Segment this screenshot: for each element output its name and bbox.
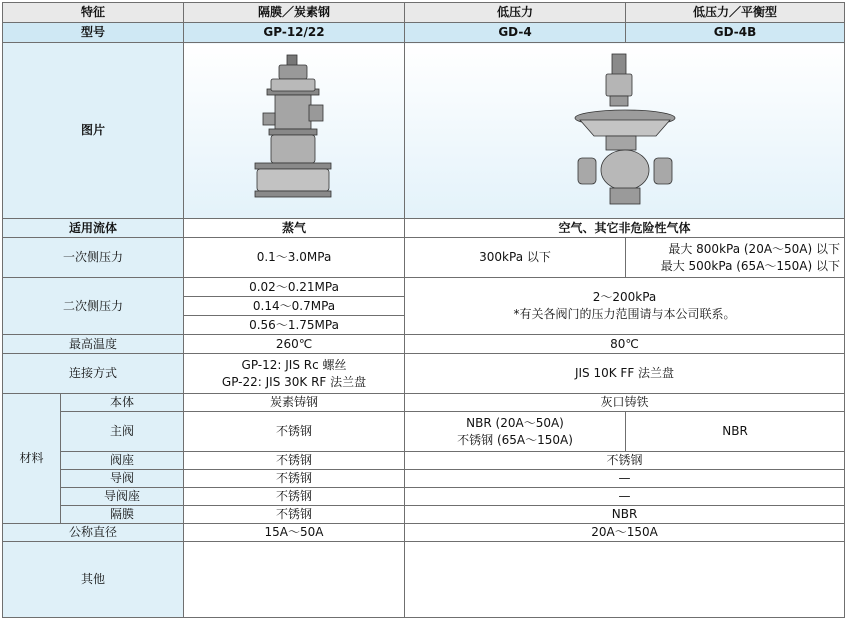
material-valve-seat-col23: 不锈钢	[405, 452, 845, 470]
primary-pressure-col1: 0.1～3.0MPa	[184, 238, 405, 278]
max-temp-col23: 80℃	[405, 335, 845, 354]
model-label: 型号	[3, 23, 184, 43]
material-diaphragm-label: 隔膜	[61, 506, 184, 524]
secondary-pressure-col23	[405, 278, 845, 335]
gp-valve-image	[249, 53, 339, 209]
material-pilot-seat-col1: 不锈钢	[184, 488, 405, 506]
model-col3: GD-4B	[626, 23, 845, 43]
picture-label: 图片	[3, 43, 184, 219]
nominal-size-label: 公称直径	[3, 524, 184, 542]
material-pilot-valve-label: 导阀	[61, 470, 184, 488]
fluid-label: 适用流体	[3, 219, 184, 238]
fluid-row	[3, 219, 845, 238]
material-diaphragm-col1: 不锈钢	[184, 506, 405, 524]
secondary-pressure-range-2: 0.14～0.7MPa	[184, 297, 405, 316]
model-col1: GP-12/22	[184, 23, 405, 43]
header-col2: 低压力	[405, 3, 626, 23]
picture-gp-cell	[184, 43, 405, 219]
header-row	[3, 3, 845, 23]
secondary-pressure-label: 二次侧压力	[3, 278, 184, 335]
primary-pressure-row	[3, 238, 845, 278]
primary-pressure-col2: 300kPa 以下	[405, 238, 626, 278]
primary-pressure-col3-line1: 最大 800kPa (20A～50A) 以下	[668, 241, 841, 256]
material-body-row	[3, 394, 845, 412]
nominal-size-col1: 15A～50A	[184, 524, 405, 542]
model-row	[3, 23, 845, 43]
material-pilot-valve-col23: —	[405, 470, 845, 488]
material-body-col23: 灰口铸铁	[405, 394, 845, 412]
material-body-label: 本体	[61, 394, 184, 412]
nominal-size-col23: 20A～150A	[405, 524, 845, 542]
model-col2: GD-4	[405, 23, 626, 43]
material-diaphragm-row	[3, 506, 845, 524]
primary-pressure-label: 一次侧压力	[3, 238, 184, 278]
material-valve-seat-label: 阀座	[61, 452, 184, 470]
material-main-valve-col1: 不锈钢	[184, 412, 405, 452]
secondary-pressure-col23-line1: 2～200kPa	[592, 290, 657, 304]
material-main-valve-col2	[405, 412, 626, 452]
primary-pressure-col3-line2: 最大 500kPa (65A～150A) 以下	[660, 258, 841, 273]
fluid-col23: 空气、其它非危险性气体	[405, 219, 845, 238]
material-valve-seat-col1: 不锈钢	[184, 452, 405, 470]
material-main-valve-col2-line2: 不锈钢 (65A～150A)	[457, 432, 573, 447]
picture-gd-cell	[405, 43, 845, 219]
material-pilot-valve-col1: 不锈钢	[184, 470, 405, 488]
secondary-pressure-note: *有关各阀门的压力范围请与本公司联系。	[513, 307, 736, 321]
material-body-col1: 炭素铸钢	[184, 394, 405, 412]
material-main-valve-label: 主阀	[61, 412, 184, 452]
connection-col1	[184, 354, 405, 394]
other-label: 其他	[3, 542, 184, 618]
material-pilot-seat-label: 导阀座	[61, 488, 184, 506]
secondary-pressure-range-1: 0.02～0.21MPa	[184, 278, 405, 297]
other-col1	[184, 542, 405, 618]
other-row	[3, 542, 845, 618]
fluid-col1: 蒸气	[184, 219, 405, 238]
connection-row	[3, 354, 845, 394]
connection-label: 连接方式	[3, 354, 184, 394]
header-col1: 隔膜／炭素钢	[184, 3, 405, 23]
nominal-size-row	[3, 524, 845, 542]
spec-table	[2, 2, 845, 618]
max-temp-col1: 260℃	[184, 335, 405, 354]
material-diaphragm-col23: NBR	[405, 506, 845, 524]
material-pilot-seat-col23: —	[405, 488, 845, 506]
max-temp-label: 最高温度	[3, 335, 184, 354]
picture-row	[3, 43, 845, 219]
connection-col1-line1: GP-12: JIS Rc 螺丝	[241, 357, 347, 372]
gd-valve-image	[570, 52, 680, 210]
connection-col1-line2: GP-22: JIS 30K RF 法兰盘	[221, 374, 367, 389]
material-main-valve-row	[3, 412, 845, 452]
material-main-valve-col2-line1: NBR (20A～50A)	[466, 415, 564, 430]
secondary-pressure-range-3: 0.56～1.75MPa	[184, 316, 405, 335]
primary-pressure-col3	[626, 238, 845, 278]
header-feature: 特征	[3, 3, 184, 23]
material-pilot-valve-row	[3, 470, 845, 488]
secondary-pressure-row	[3, 278, 845, 297]
material-valve-seat-row	[3, 452, 845, 470]
connection-col23: JIS 10K FF 法兰盘	[405, 354, 845, 394]
material-pilot-seat-row	[3, 488, 845, 506]
other-col23	[405, 542, 845, 618]
material-label: 材料	[3, 394, 61, 524]
max-temp-row	[3, 335, 845, 354]
material-main-valve-col3: NBR	[626, 412, 845, 452]
header-col3: 低压力／平衡型	[626, 3, 845, 23]
